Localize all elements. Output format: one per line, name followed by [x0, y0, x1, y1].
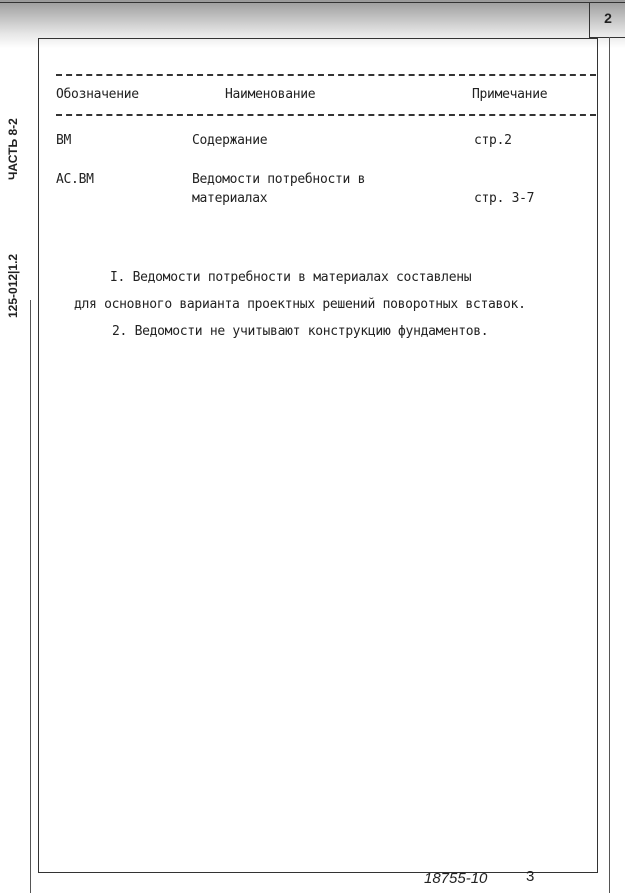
sheet-number: 3: [526, 868, 535, 885]
left-border: [30, 300, 31, 893]
header-name: Наименование: [225, 87, 316, 102]
row-name-cont: материалах: [192, 191, 268, 206]
row-note: стр.2: [474, 133, 512, 148]
note-2: 2. Ведомости не учитывают конструкцию фундаментов.: [112, 324, 489, 339]
drawing-frame: [38, 38, 598, 873]
side-label-part: ЧАСТЬ 8-2: [6, 118, 20, 180]
top-border: [0, 2, 625, 3]
page-number: 2: [589, 2, 625, 38]
row-name: Ведомости потребности в: [192, 172, 366, 187]
row-note: стр. 3-7: [474, 191, 535, 206]
inventory-number: 18755-10: [424, 870, 488, 887]
dashed-divider: [56, 74, 596, 76]
dashed-divider: [56, 114, 596, 116]
header-note: Примечание: [472, 87, 548, 102]
note-1-cont: для основного варианта проектных решений поворотных вставок.: [74, 297, 526, 312]
outer-border: [609, 37, 610, 893]
row-designation: ВМ: [56, 133, 72, 148]
row-designation: АС.ВМ: [56, 172, 94, 187]
note-1: I. Ведомости потребности в материалах составлены: [110, 270, 472, 285]
row-name: Содержание: [192, 133, 268, 148]
side-label-code: 125-012|1.2: [6, 253, 20, 318]
header-designation: Обозначение: [56, 87, 139, 102]
